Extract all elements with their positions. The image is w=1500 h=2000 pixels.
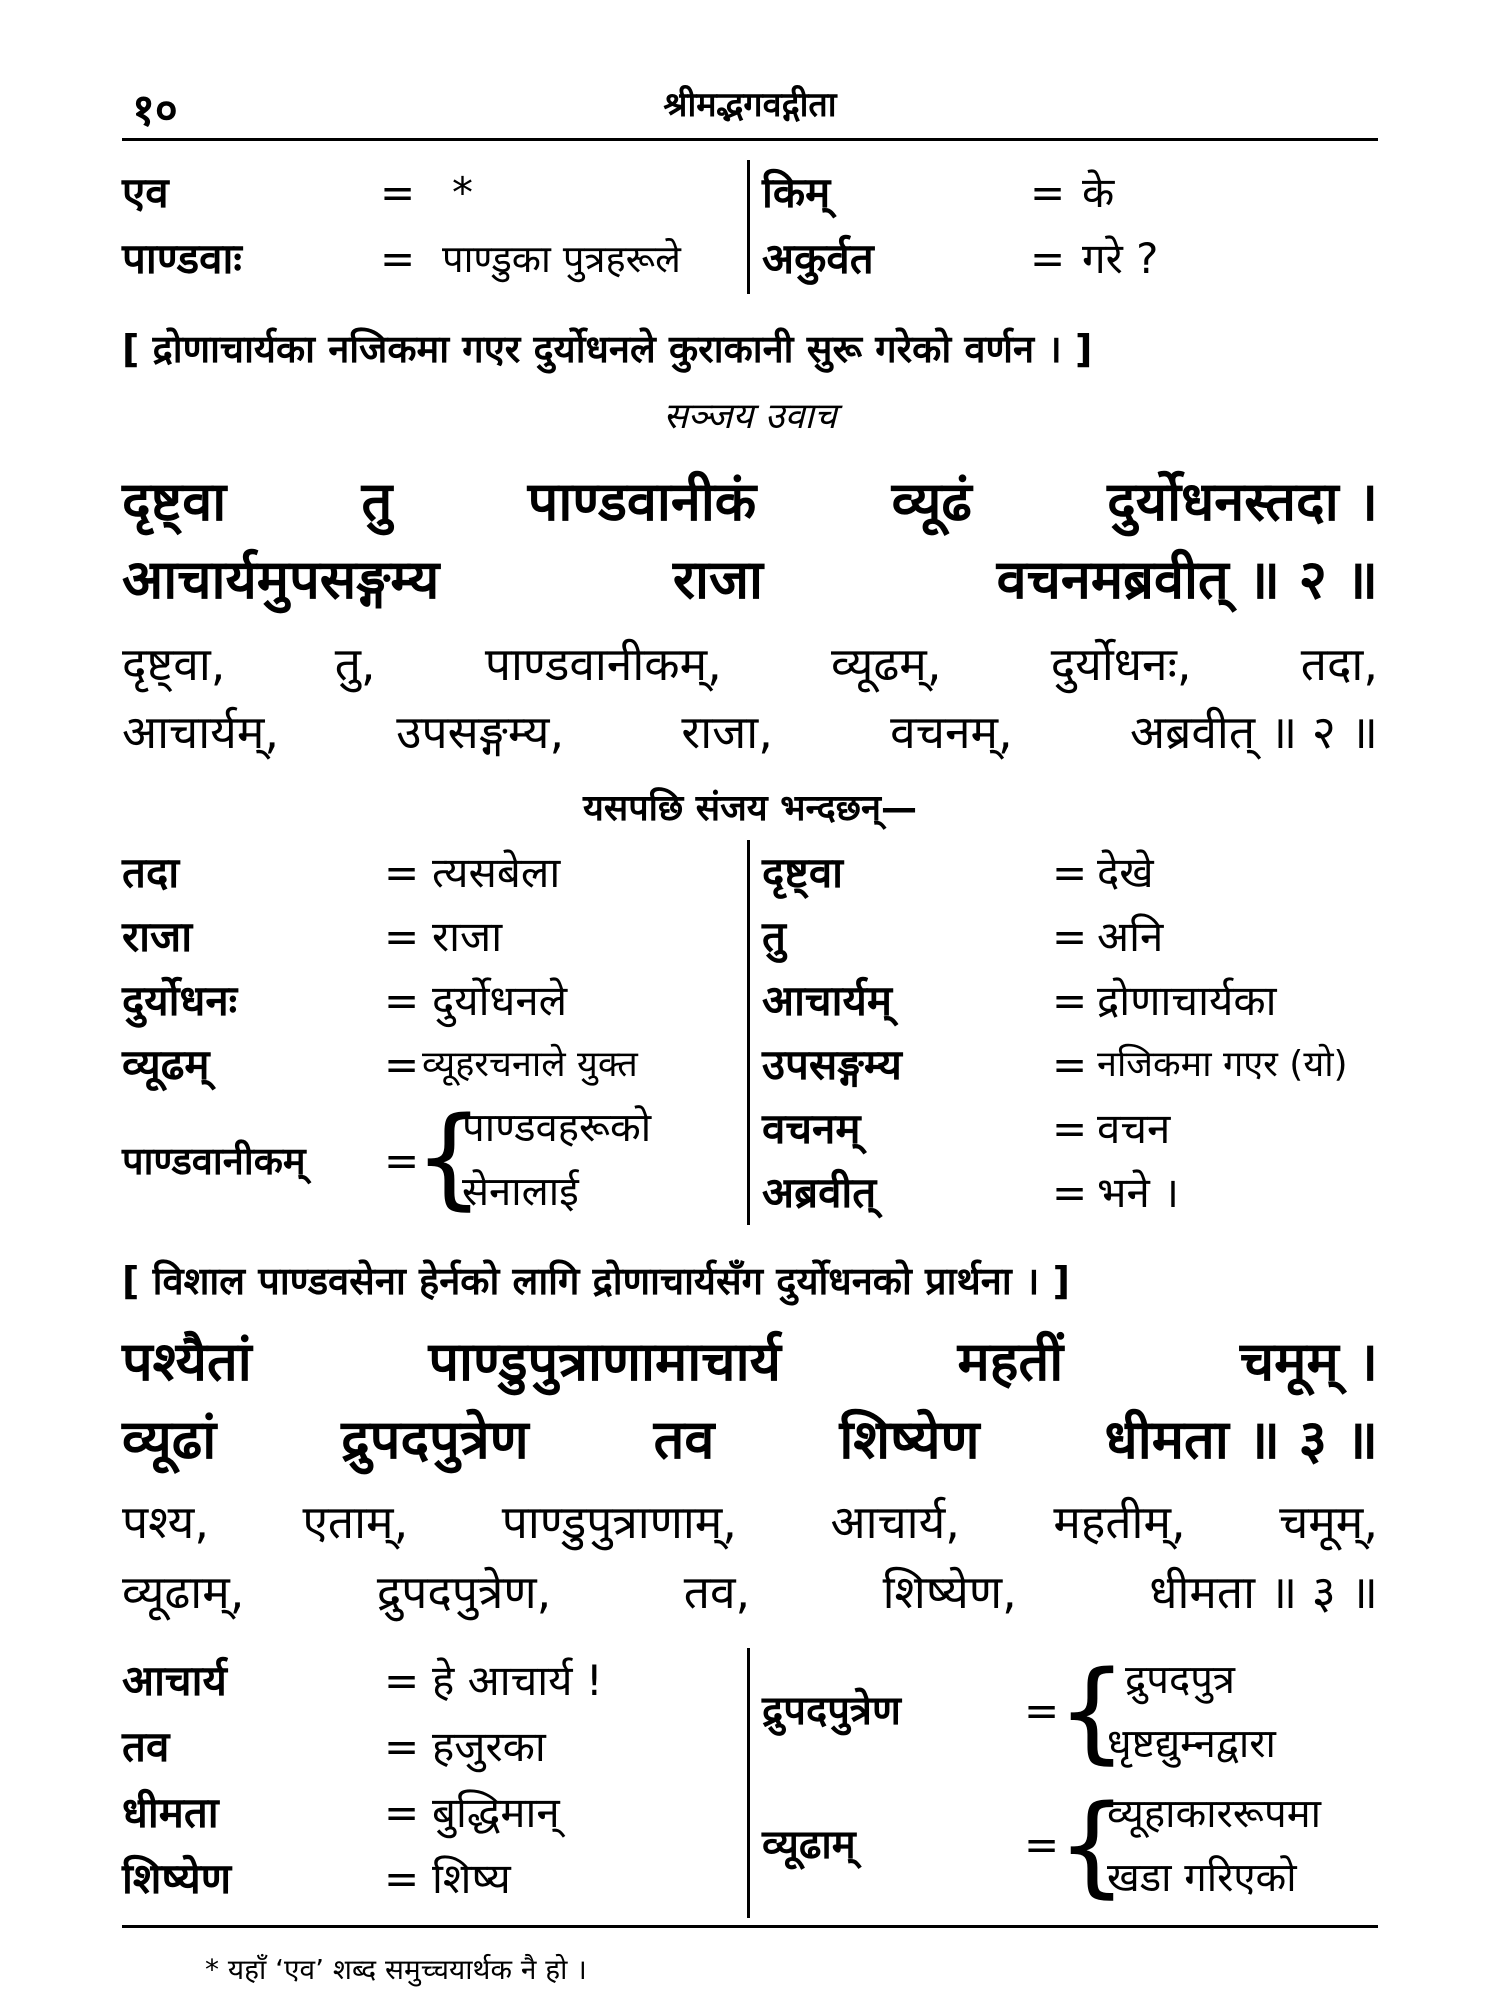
verse-word: पाण्डुपुत्राणामाचार्य [428, 1330, 781, 1393]
glossary-meaning: द्रोणाचार्यका [1097, 976, 1277, 1025]
glossary-meaning-stack [462, 1096, 651, 1224]
verse-word: राजा [672, 548, 764, 611]
sub-heading: यसपछि संजय भन्दछन्— [583, 788, 917, 829]
glossary-meaning: बुद्धिमान् [432, 1788, 560, 1837]
glossary-row [762, 160, 1378, 226]
split-word: धीमता ॥ ३ ॥ [1149, 1565, 1378, 1619]
section-heading: [ विशाल पाण्डवसेना हेर्नको लागि द्रोणाचार्यसँग दुर्योधनको प्रार्थना । ] [122, 1259, 1070, 1303]
glossary-term: पाण्डवाः [122, 234, 242, 283]
glossary-row [762, 1160, 1378, 1226]
glossary-meaning-line: धृष्टद्युम्नद्वारा [1107, 1721, 1276, 1767]
verse-word: पाण्डवानीकं [527, 470, 757, 533]
glossary-meaning: राजा [432, 912, 503, 961]
top-glossary [122, 160, 1378, 300]
glossary-term: दृष्ट्वा [762, 848, 844, 897]
verse-word: द्रुपदपुत्रेण [341, 1408, 529, 1471]
glossary-row [762, 1096, 1378, 1162]
equals-sign: = [384, 912, 420, 961]
speaker-line: सञ्जय उवाच [663, 396, 837, 437]
glossary-term: उपसङ्गम्य [762, 1040, 902, 1089]
verse-word: व्यूढां [122, 1408, 217, 1471]
verse-word: चमूम् । [1239, 1330, 1378, 1393]
curly-brace: { [1057, 1781, 1127, 1909]
glossary-meaning: के [1082, 168, 1115, 217]
word-split-line [122, 1490, 1378, 1552]
word-split-line [122, 1560, 1378, 1622]
verse-line [122, 462, 1378, 536]
glossary-meaning-stack [1107, 1782, 1321, 1910]
glossary-meaning-stack [1107, 1648, 1276, 1776]
split-word: अब्रवीत् ॥ २ ॥ [1129, 705, 1378, 759]
glossary-row [122, 1846, 742, 1912]
glossary-meaning: अनि [1097, 912, 1164, 961]
page-header [122, 70, 1378, 140]
glossary-meaning: पाण्डुका पुत्रहरूले [442, 237, 681, 281]
verse-line [122, 540, 1378, 614]
glossary-row [762, 904, 1378, 970]
equals-sign: = [384, 848, 420, 897]
glossary-verse-3 [122, 1648, 1378, 1918]
glossary-term: अकुर्वत [762, 234, 874, 283]
split-word: दृष्ट्वा, [122, 637, 226, 691]
split-word: पाण्डुपुत्राणाम्, [501, 1495, 737, 1549]
glossary-term: धीमता [122, 1788, 219, 1837]
equals-sign: = [1052, 1040, 1088, 1089]
glossary-term: अब्रवीत् [762, 1168, 877, 1217]
glossary-meaning: देखे [1097, 848, 1154, 897]
equals-sign: = [1024, 1686, 1060, 1735]
column-divider [747, 840, 750, 1225]
glossary-term: आचार्य [122, 1656, 227, 1705]
glossary-meaning: वचन [1097, 1104, 1171, 1153]
glossary-meaning-line: व्यूहाकाररूपमा [1107, 1791, 1321, 1837]
split-word: पश्य, [122, 1495, 209, 1549]
column-divider [747, 160, 750, 294]
glossary-term: राजा [122, 912, 193, 961]
glossary-term: द्रुपदपुत्रेण [762, 1688, 901, 1734]
running-title: श्रीमद्भगवद्गीता [663, 85, 837, 125]
split-word: चमूम्, [1279, 1495, 1378, 1549]
glossary-meaning: हे आचार्य ! [432, 1656, 603, 1705]
header-rule [122, 138, 1378, 141]
verse-word: पश्यैतां [122, 1330, 252, 1393]
glossary-meaning: व्यूहरचनाले युक्त [422, 1044, 638, 1085]
split-word: तु, [334, 637, 376, 691]
split-word: एताम्, [302, 1495, 409, 1549]
split-word: पाण्डवानीकम्, [484, 637, 722, 691]
split-word: द्रुपदपुत्रेण, [376, 1565, 552, 1619]
glossary-term: दुर्योधनः [122, 976, 238, 1025]
equals-sign: = [384, 1722, 420, 1771]
glossary-row [762, 840, 1378, 906]
glossary-verse-2 [122, 840, 1378, 1230]
verse-word: आचार्यमुपसङ्गम्य [122, 548, 440, 611]
glossary-term: शिष्येण [122, 1854, 232, 1903]
equals-sign: = [1052, 1168, 1088, 1217]
verse-line [122, 1322, 1378, 1396]
equals-sign: = [380, 168, 416, 217]
equals-sign: = [384, 1656, 420, 1705]
glossary-row [762, 1032, 1378, 1098]
split-word: शिष्येण, [882, 1565, 1017, 1619]
split-word: तदा, [1300, 637, 1378, 691]
equals-sign: = [1052, 848, 1088, 897]
glossary-meaning: भने । [1097, 1168, 1180, 1217]
equals-sign: = [380, 234, 416, 283]
equals-sign: = [1030, 234, 1066, 283]
split-word: महतीम्, [1053, 1495, 1186, 1549]
glossary-term: एव [122, 168, 169, 217]
equals-sign: = [1024, 1820, 1060, 1869]
verse-word: वचनमब्रवीत् ॥ २ ॥ [996, 548, 1378, 611]
page-number: १० [132, 85, 178, 136]
verse-word: तु [361, 470, 393, 533]
split-word: उपसङ्गम्य, [396, 705, 565, 759]
footnote-rule [122, 1925, 1378, 1928]
split-word: आचार्यम्, [122, 705, 279, 759]
glossary-row [122, 1648, 742, 1714]
verse-word: व्यूढं [891, 470, 972, 533]
glossary-meaning: त्यसबेला [432, 848, 561, 897]
equals-sign: = [1052, 912, 1088, 961]
glossary-term: तव [122, 1722, 170, 1771]
glossary-meaning-line: द्रुपदपुत्र [1125, 1657, 1235, 1703]
glossary-meaning-line: सेनालाई [462, 1169, 579, 1215]
glossary-term: तदा [122, 848, 180, 897]
split-word: तव, [683, 1565, 751, 1619]
glossary-row [762, 226, 1378, 292]
curly-brace: { [414, 1093, 484, 1221]
split-word: वचनम्, [890, 705, 1013, 759]
column-divider [747, 1648, 750, 1918]
word-split-line [122, 700, 1378, 762]
equals-sign: = [1052, 1104, 1088, 1153]
glossary-term: पाण्डवानीकम् [122, 1139, 306, 1183]
equals-sign: = [1052, 976, 1088, 1025]
split-word: व्यूढम्, [831, 637, 942, 691]
split-word: राजा, [681, 705, 773, 759]
verse-word: महतीं [957, 1330, 1064, 1393]
glossary-row [762, 968, 1378, 1034]
split-word: व्यूढाम्, [122, 1565, 245, 1619]
glossary-row [122, 1032, 742, 1098]
split-word: दुर्योधनः, [1050, 637, 1192, 691]
verse-word: शिष्येण [839, 1408, 980, 1471]
glossary-meaning: नजिकमा गएर (यो) [1097, 1044, 1348, 1085]
equals-sign: = [384, 1854, 420, 1903]
glossary-row [122, 904, 742, 970]
curly-brace: { [1057, 1647, 1127, 1775]
word-split-line [122, 632, 1378, 694]
glossary-meaning-line: खडा गरिएको [1107, 1855, 1297, 1901]
equals-sign: = [384, 1788, 420, 1837]
glossary-row [122, 968, 742, 1034]
equals-sign: = [1030, 168, 1066, 217]
glossary-meaning: * [452, 168, 473, 217]
verse-word: दुर्योधनस्तदा । [1107, 470, 1378, 533]
glossary-term: तु [762, 912, 786, 961]
glossary-term: वचनम् [762, 1104, 861, 1153]
section-heading: [ द्रोणाचार्यका नजिकमा गएर दुर्योधनले कुराकानी सुरू गरेको वर्णन । ] [122, 327, 1093, 371]
glossary-meaning: हजुरका [432, 1722, 546, 1771]
glossary-row [122, 226, 742, 292]
glossary-row [122, 1714, 742, 1780]
split-word: आचार्य, [830, 1495, 960, 1549]
verse-word: तव [653, 1408, 715, 1471]
glossary-row [122, 1780, 742, 1846]
equals-sign: = [384, 976, 420, 1025]
glossary-term: किम् [762, 168, 831, 217]
equals-sign: = [384, 1040, 420, 1089]
verse-word: दृष्ट्वा [122, 470, 227, 533]
glossary-row [122, 160, 742, 226]
footnote: * यहाँ ‘एव’ शब्द समुच्चयार्थक नै हो । [205, 1953, 587, 1986]
glossary-meaning: गरे ? [1082, 234, 1159, 283]
verse-word: धीमता ॥ ३ ॥ [1104, 1408, 1378, 1471]
glossary-term: व्यूढाम् [762, 1822, 856, 1868]
glossary-term: व्यूढम् [122, 1040, 210, 1089]
glossary-meaning: शिष्य [432, 1854, 511, 1903]
glossary-term: आचार्यम् [762, 976, 892, 1025]
glossary-meaning-line: पाण्डवहरूको [462, 1105, 652, 1151]
glossary-meaning: दुर्योधनले [432, 976, 568, 1025]
equals-sign: = [384, 1136, 420, 1185]
glossary-row [122, 840, 742, 906]
verse-line [122, 1400, 1378, 1474]
